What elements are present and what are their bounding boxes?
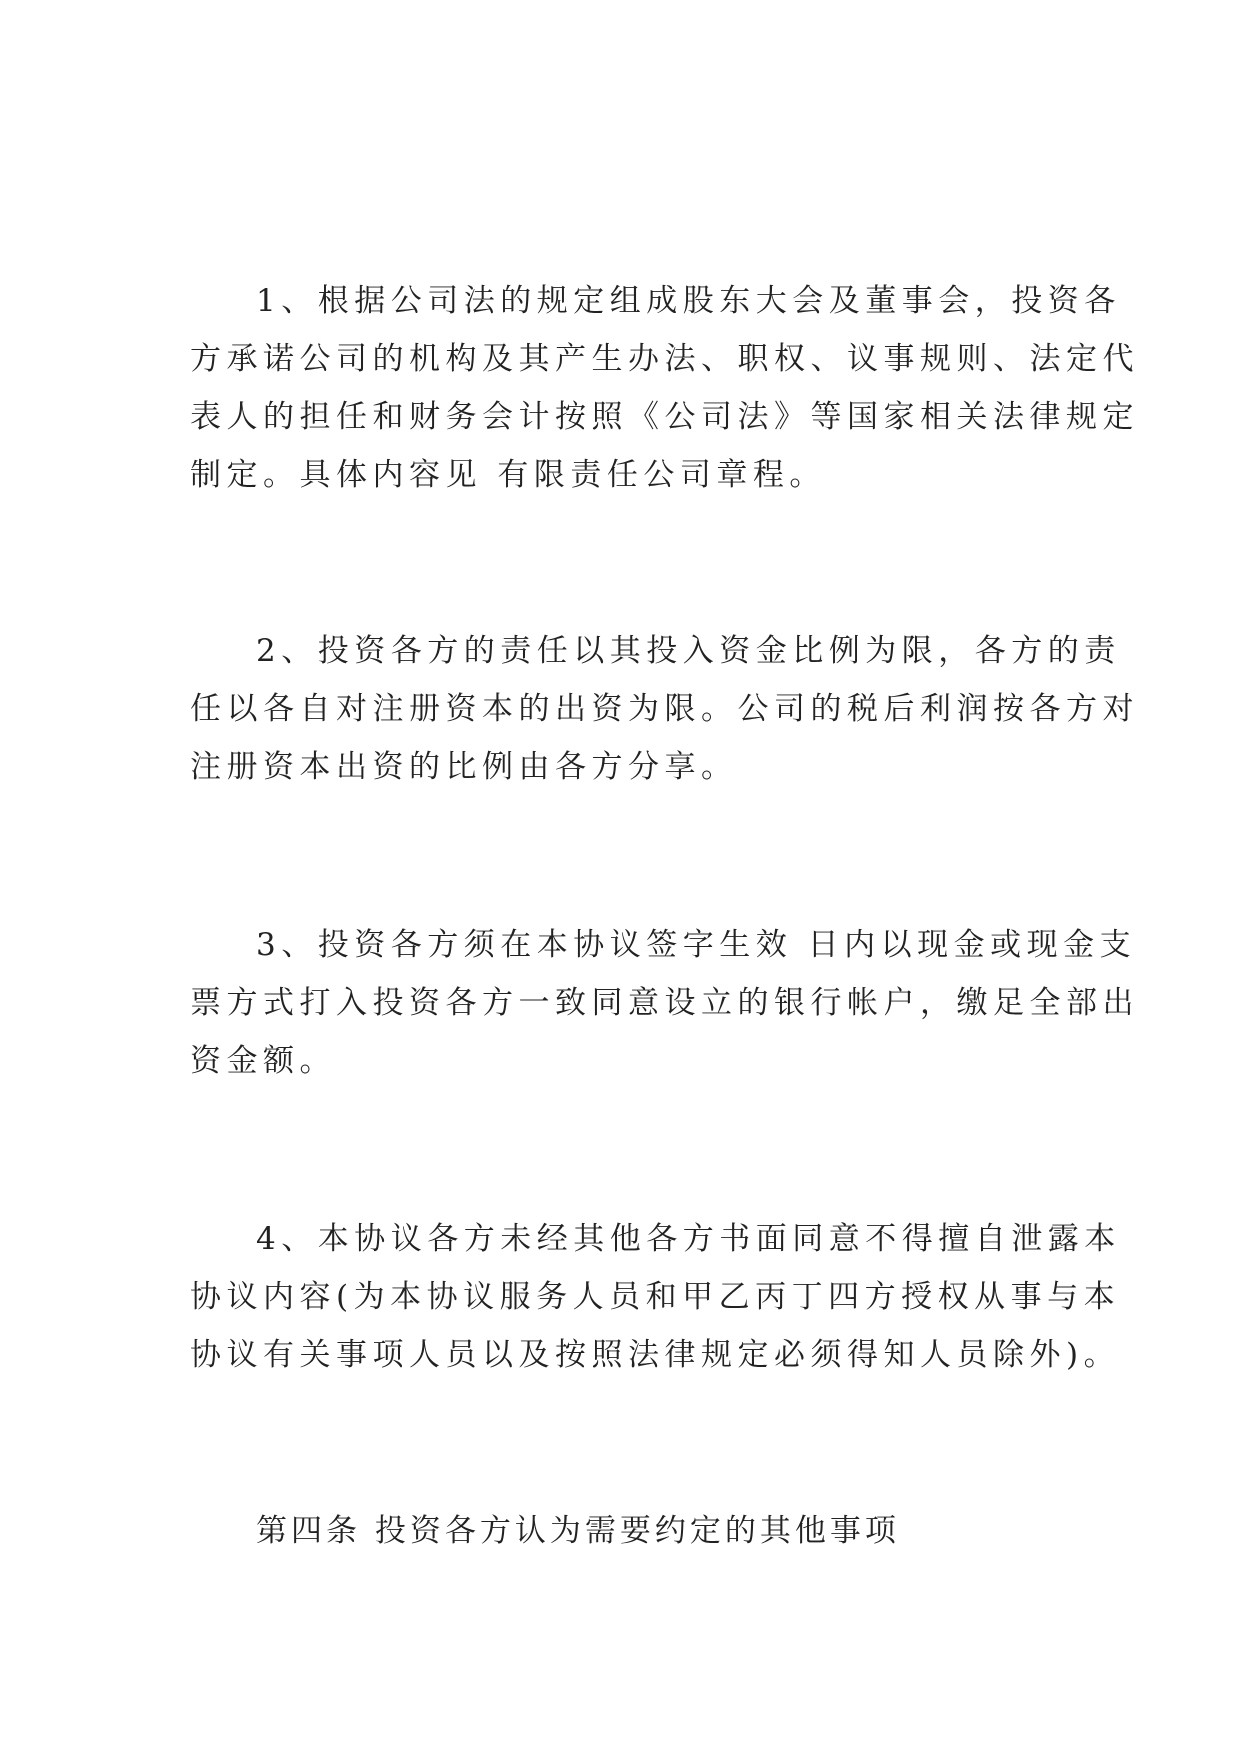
clause-3-line-1: 3、投资各方须在本协议签字生效 日内以现金或现金支 [256,927,1137,963]
clause-2-line-2: 任以各自对注册资本的出资为限。公司的税后利润按各方对 [190,691,1139,727]
clause-4 [190,1210,1121,1384]
clause-4-line-1: 4、本协议各方未经其他各方书面同意不得擅自泄露本 [256,1221,1121,1257]
clause-1-line-1: 1、根据公司法的规定组成股东大会及董事会，投资各 [256,283,1121,319]
clause-1-line-4: 制定。具体内容见 有限责任公司章程。 [190,457,826,493]
clause-3-line-3: 资金额。 [190,1043,336,1079]
clause-1-line-2: 方承诺公司的机构及其产生办法、职权、议事规则、法定代 [190,341,1139,377]
clause-2 [190,622,1139,796]
clause-2-line-1: 2、投资各方的责任以其投入资金比例为限，各方的责 [256,633,1121,669]
clause-3-line-2: 票方式打入投资各方一致同意设立的银行帐户，缴足全部出 [190,985,1139,1021]
clause-4-line-2: 协议内容(为本协议服务人员和甲乙丙丁四方授权从事与本 [190,1279,1121,1315]
clause-3 [190,916,1139,1090]
clause-2-line-3: 注册资本出资的比例由各方分享。 [190,749,738,785]
clause-1-line-3: 表人的担任和财务会计按照《公司法》等国家相关法律规定 [190,399,1139,435]
clause-4-line-3: 协议有关事项人员以及按照法律规定必须得知人员除外)。 [190,1337,1121,1373]
clause-1 [190,272,1139,504]
article-heading: 第四条 投资各方认为需要约定的其他事项 [256,1513,900,1549]
